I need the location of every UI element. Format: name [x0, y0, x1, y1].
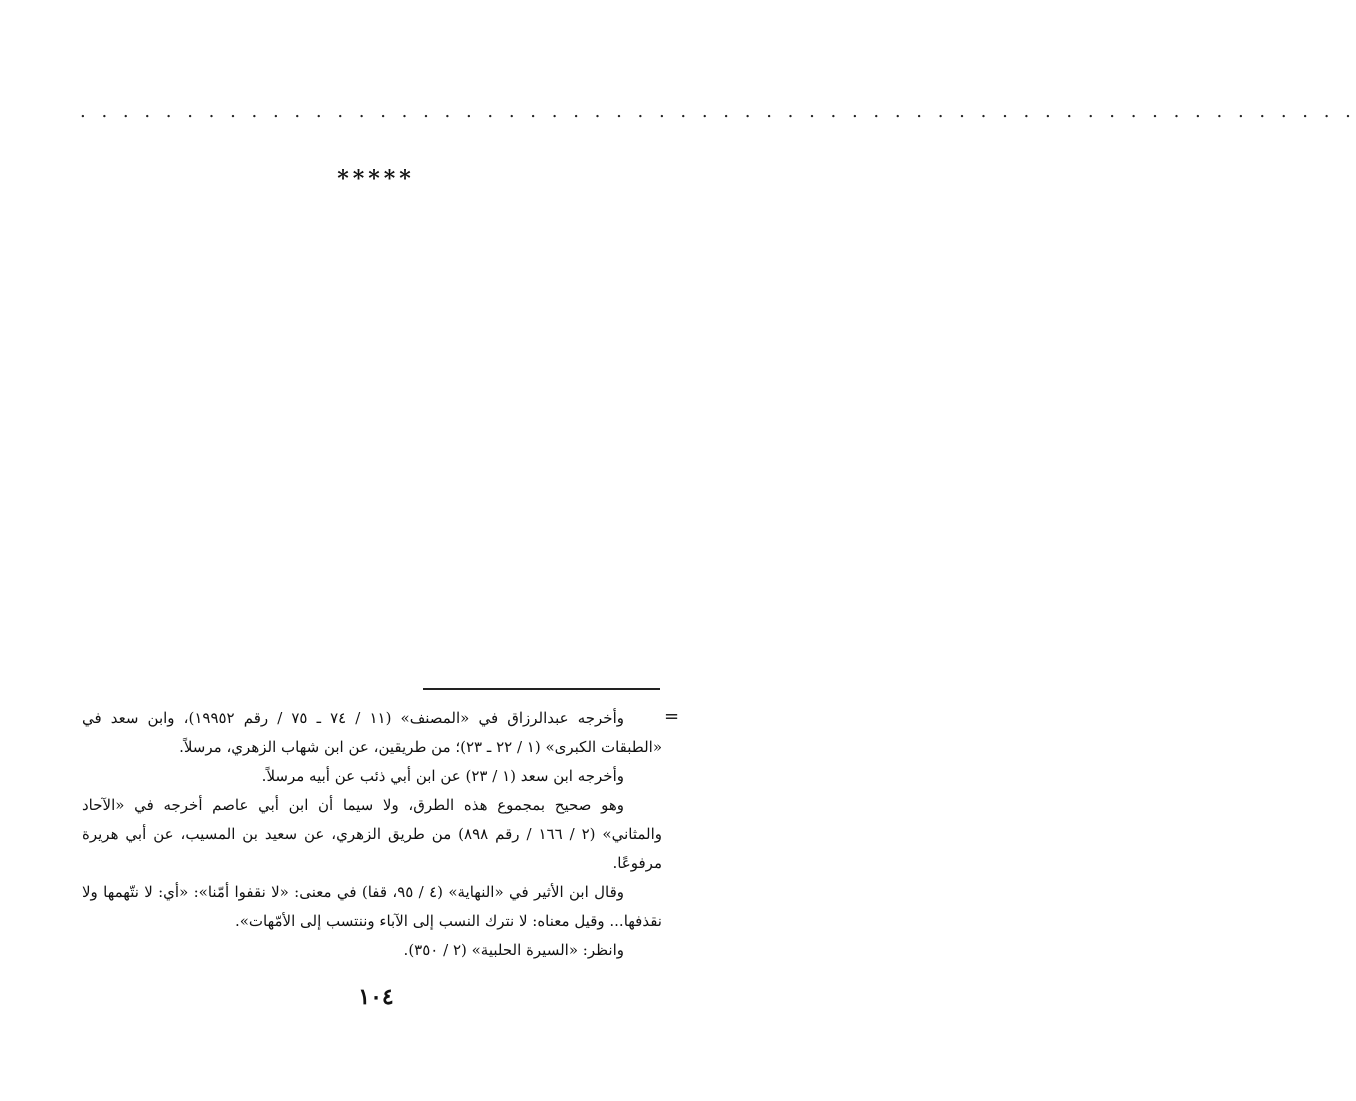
footnote-paragraph: وأخرجه عبدالرزاق في «المصنف» (١١ / ٧٤ ـ ٧٥ / رقم ١٩٩٥٢)، وابن سعد في «الطبقات الكبرى» (١ / ٢٢ ـ ٢٣)؛ من طريقين، عن ابن شهاب الزهري، مرسلاً. — [82, 709, 662, 756]
page-number: ١٠٤ — [358, 984, 394, 1010]
footnote-continuation-mark: = — [664, 706, 680, 727]
footnote-paragraph: وأخرجه ابن سعد (١ / ٢٣) عن ابن أبي ذئب عن أبيه مرسلاً. — [261, 767, 624, 785]
footnote-divider — [423, 688, 660, 690]
footnote-paragraph: وهو صحيح بمجموع هذه الطرق، ولا سيما أن ابن أبي عاصم أخرجه في «الآحاد والمثاني» (٢ / ١٦٦ / رقم ٨٩٨) من طريق الزهري، عن سعيد بن المسيب، عن أبي هريرة مرفوعًا. — [82, 796, 663, 872]
footnote-paragraph: وقال ابن الأثير في «النهاية» (٤ / ٩٥، قفا) في معنى: «لا نقفوا أمّنا»: «أي: لا نتّهمها ولا نقذفها... وقيل معناه: لا نترك النسب إلى الآباء وننتسب إلى الأمّهات». — [82, 883, 662, 930]
footnote-paragraph: وانظر: «السيرة الحلبية» (٢ / ٣٥٠). — [403, 941, 624, 959]
dotted-leader-line: . . . . . . . . . . . . . . . . . . . . . . . . . . . . . . . . . . . . . . . . . . . . . . . . . . . . . . . . . . . . — [80, 101, 1356, 122]
section-separator: ***** — [337, 166, 415, 192]
footnote-block — [82, 704, 662, 965]
